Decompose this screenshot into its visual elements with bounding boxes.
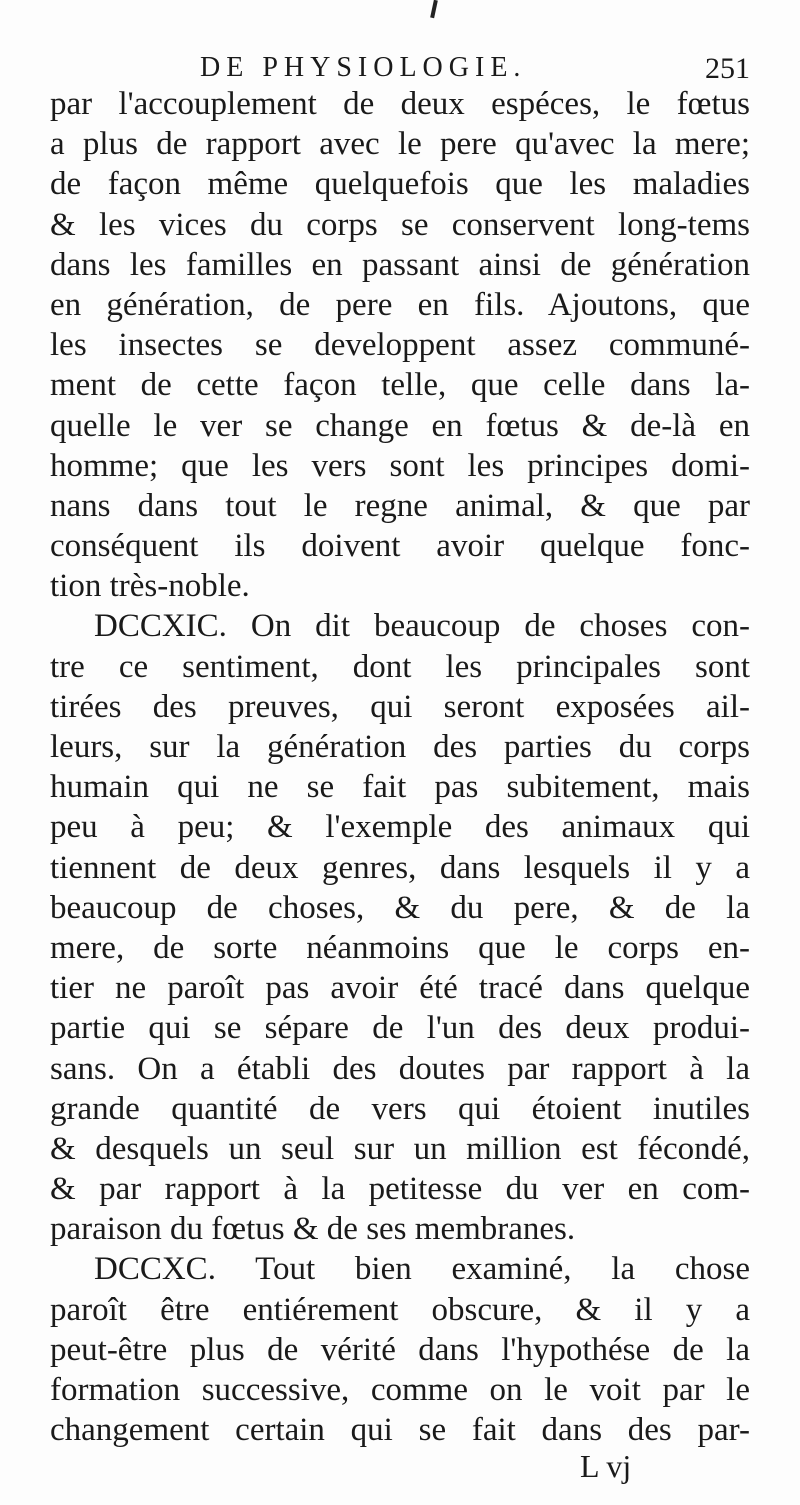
text-line: & par rapport à la petitesse du ver en com- xyxy=(50,1171,750,1208)
text-line: dans les familles en passant ainsi de génération xyxy=(50,246,750,283)
text-line: en génération, de pere en fils. Ajoutons, que xyxy=(50,286,750,323)
text-line: tirées des preuves, qui seront exposées ail- xyxy=(50,688,750,725)
text-line: par l'accouplement de deux espéces, le fœtus xyxy=(50,86,750,122)
text-line: conséquent ils doivent avoir quelque fonc- xyxy=(50,528,750,565)
text-line: tion très-noble. xyxy=(50,568,250,605)
text-line: & les vices du corps se conservent long-tems xyxy=(50,206,750,243)
text-line: homme; que les vers sont les principes domi- xyxy=(50,447,750,484)
text-line: leurs, sur la génération des parties du corps xyxy=(50,729,750,765)
text-line: les insectes se developpent assez communé- xyxy=(50,327,750,364)
text-line: peu à peu; & l'exemple des animaux qui xyxy=(50,809,750,846)
paragraph-start-line: DCCXIC. On dit beaucoup de choses con- xyxy=(94,608,750,645)
page-header xyxy=(50,52,750,88)
text-line: quelle le ver se change en fœtus & de-là en xyxy=(50,407,750,444)
page-footer xyxy=(50,1448,750,1488)
text-line: partie qui se sépare de l'un des deux produi- xyxy=(50,1010,750,1047)
text-line: a plus de rapport avec le pere qu'avec la mere; xyxy=(50,126,750,163)
text-line: mere, de sorte néanmoins que le corps en- xyxy=(50,929,750,966)
text-line: humain qui ne se fait pas subitement, mais xyxy=(50,769,750,806)
text-line: de façon même quelquefois que les maladies xyxy=(50,166,750,203)
text-line: paroît être entiérement obscure, & il y a xyxy=(50,1291,750,1328)
text-line: tiennent de deux genres, dans lesquels il y a xyxy=(50,849,750,886)
text-line: nans dans tout le regne animal, & que par xyxy=(50,487,750,524)
text-line: changement certain qui se fait dans des par- xyxy=(50,1412,750,1449)
text-line: sans. On a établi des doutes par rapport à la xyxy=(50,1050,750,1087)
text-line: peut-être plus de vérité dans l'hypothése de la xyxy=(50,1331,750,1368)
text-line: paraison du fœtus & de ses membranes. xyxy=(50,1211,576,1248)
text-line: grande quantité de vers qui étoient inutiles xyxy=(50,1090,750,1127)
text-line: tier ne paroît pas avoir été tracé dans quelque xyxy=(50,970,750,1007)
text-line: beaucoup de choses, & du pere, & de la xyxy=(50,889,750,926)
running-head: DE PHYSIOLOGIE. xyxy=(200,52,527,83)
text-line: formation successive, comme on le voit par le xyxy=(50,1372,750,1408)
text-line: & desquels un seul sur un million est fécondé, xyxy=(50,1130,750,1167)
ink-mark xyxy=(430,0,438,18)
paragraph-start-line: DCCXC. Tout bien examiné, la chose xyxy=(94,1251,750,1288)
text-line: ment de cette façon telle, que celle dans la- xyxy=(50,367,750,404)
page-number: 251 xyxy=(705,52,750,85)
signature-mark: L vj xyxy=(580,1448,632,1484)
body-text xyxy=(50,84,750,1450)
text-line: tre ce sentiment, dont les principales sont xyxy=(50,648,750,685)
